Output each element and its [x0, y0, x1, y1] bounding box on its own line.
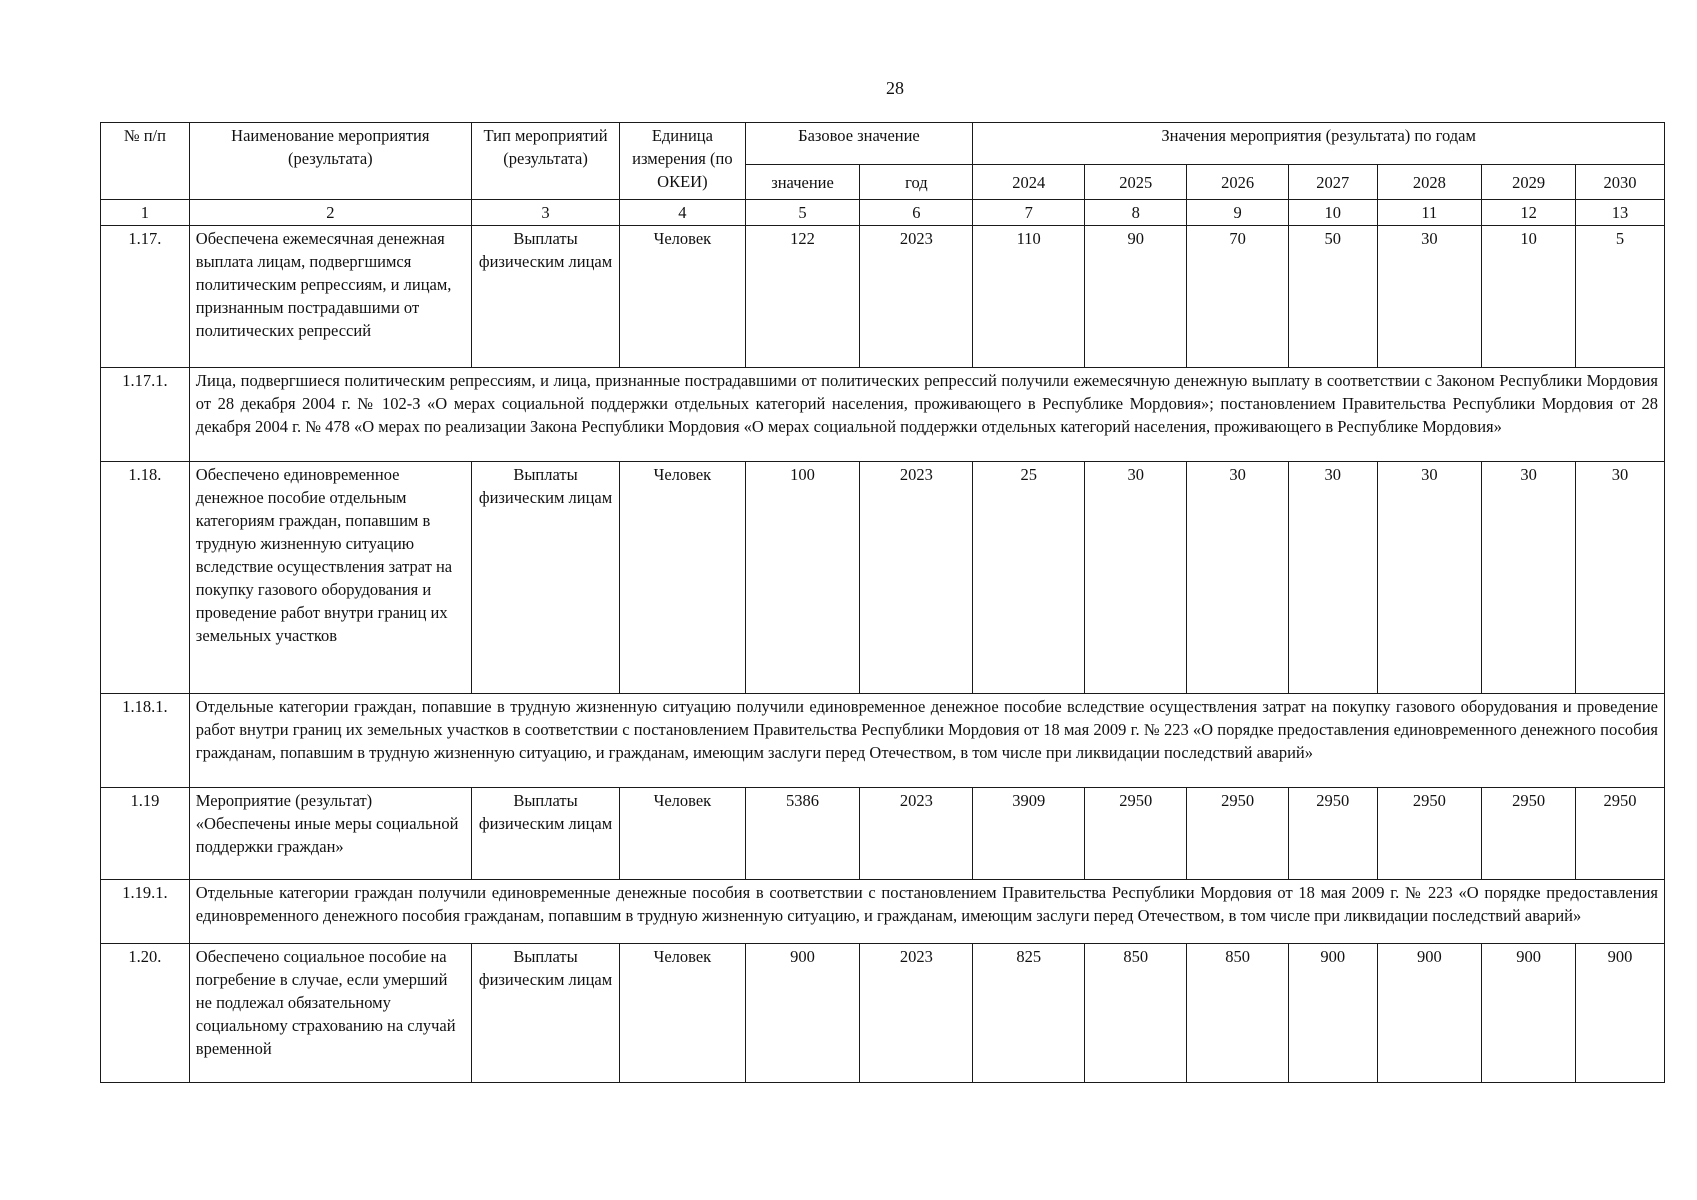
measure-name: Мероприятие (результат) «Обеспечены иные меры социальной поддержки граждан» — [189, 788, 471, 880]
measures-table — [100, 122, 1665, 1083]
measure-unit: Человек — [620, 462, 745, 694]
table-row — [101, 462, 1665, 694]
value-2030: 2950 — [1576, 788, 1665, 880]
value-2030: 30 — [1576, 462, 1665, 694]
table-row — [101, 788, 1665, 880]
value-2024: 3909 — [973, 788, 1085, 880]
column-number: 2 — [189, 200, 471, 226]
value-2028: 30 — [1377, 226, 1481, 368]
column-number: 9 — [1187, 200, 1288, 226]
value-2026: 850 — [1187, 944, 1288, 1083]
measure-unit: Человек — [620, 788, 745, 880]
value-2025: 850 — [1085, 944, 1187, 1083]
column-number: 12 — [1482, 200, 1576, 226]
value-2028: 30 — [1377, 462, 1481, 694]
header-type: Тип мероприятий (результата) — [471, 123, 619, 200]
value-2025: 30 — [1085, 462, 1187, 694]
row-number: 1.17.1. — [101, 368, 190, 462]
base-value: 100 — [745, 462, 860, 694]
measure-name: Обеспечено социальное пособие на погребение в случае, если умерший не подлежал обязательному социальному страхованию на случай временной — [189, 944, 471, 1083]
table-row-note — [101, 368, 1665, 462]
value-2027: 30 — [1288, 462, 1377, 694]
table-row — [101, 944, 1665, 1083]
header-no: № п/п — [101, 123, 190, 200]
measure-type: Выплаты физическим лицам — [471, 226, 619, 368]
header-year-2027: 2027 — [1288, 165, 1377, 200]
measure-type: Выплаты физическим лицам — [471, 788, 619, 880]
column-number: 1 — [101, 200, 190, 226]
header-year-2026: 2026 — [1187, 165, 1288, 200]
value-2025: 2950 — [1085, 788, 1187, 880]
header-base-value: значение — [745, 165, 860, 200]
value-2030: 5 — [1576, 226, 1665, 368]
base-value: 5386 — [745, 788, 860, 880]
value-2028: 900 — [1377, 944, 1481, 1083]
column-number: 11 — [1377, 200, 1481, 226]
value-2025: 90 — [1085, 226, 1187, 368]
value-2030: 900 — [1576, 944, 1665, 1083]
header-base: Базовое значение — [745, 123, 973, 165]
column-number: 5 — [745, 200, 860, 226]
table-row-note — [101, 694, 1665, 788]
header-year-2028: 2028 — [1377, 165, 1481, 200]
value-2027: 50 — [1288, 226, 1377, 368]
base-value: 900 — [745, 944, 860, 1083]
value-2028: 2950 — [1377, 788, 1481, 880]
column-number: 3 — [471, 200, 619, 226]
row-number: 1.20. — [101, 944, 190, 1083]
column-number: 7 — [973, 200, 1085, 226]
value-2024: 825 — [973, 944, 1085, 1083]
measure-type: Выплаты физическим лицам — [471, 462, 619, 694]
value-2026: 30 — [1187, 462, 1288, 694]
row-number: 1.19 — [101, 788, 190, 880]
value-2027: 900 — [1288, 944, 1377, 1083]
column-number: 10 — [1288, 200, 1377, 226]
header-years: Значения мероприятия (результата) по годам — [973, 123, 1665, 165]
row-number: 1.18. — [101, 462, 190, 694]
column-number: 4 — [620, 200, 745, 226]
result-note: Лица, подвергшиеся политическим репрессиям, и лица, признанные пострадавшими от политических репрессий получили ежемесячную денежную выплату в соответствии с Законом Республики Мордовия от 28 декабря 2004 г. № 102-З «О мерах социальной поддержки отдельных категорий населения, проживающего в Республике Мордовия»; постановлением Правительства Республики Мордовия от 28 декабря 2004 г. № 478 «О мерах по реализации Закона Республики Мордовия «О мерах социальной поддержки отдельных категорий населения, проживающего в Республике Мордовия» — [189, 368, 1664, 462]
header-year-2030: 2030 — [1576, 165, 1665, 200]
value-2029: 900 — [1482, 944, 1576, 1083]
value-2029: 10 — [1482, 226, 1576, 368]
row-number: 1.19.1. — [101, 880, 190, 944]
measure-type: Выплаты физическим лицам — [471, 944, 619, 1083]
header-row-1 — [101, 123, 1665, 165]
result-note: Отдельные категории граждан, попавшие в трудную жизненную ситуацию получили единовременное денежное пособие вследствие осуществления затрат на покупку газового оборудования и проведение работ внутри границ их земельных участков в соответствии с постановлением Правительства Республики Мордовия от 18 мая 2009 г. № 223 «О порядке предоставления единовременного денежного пособия гражданам, попавшим в трудную жизненную ситуацию, и гражданам, имеющим заслуги перед Отечеством, в том числе при ликвидации последствий аварий» — [189, 694, 1664, 788]
column-number: 6 — [860, 200, 973, 226]
value-2027: 2950 — [1288, 788, 1377, 880]
header-name: Наименование мероприятия (результата) — [189, 123, 471, 200]
page-number: 28 — [886, 78, 904, 98]
result-note: Отдельные категории граждан получили единовременные денежные пособия в соответствии с постановлением Правительства Республики Мордовия от 18 мая 2009 г. № 223 «О порядке предоставления единовременного денежного пособия гражданам, попавшим в трудную жизненную ситуацию, и гражданам, имеющим заслуги перед Отечеством, в том числе при ликвидации последствий аварий» — [189, 880, 1664, 944]
measure-unit: Человек — [620, 226, 745, 368]
measure-unit: Человек — [620, 944, 745, 1083]
base-year: 2023 — [860, 788, 973, 880]
value-2024: 25 — [973, 462, 1085, 694]
table-row — [101, 226, 1665, 368]
value-2024: 110 — [973, 226, 1085, 368]
row-number: 1.17. — [101, 226, 190, 368]
table-row-note — [101, 880, 1665, 944]
column-number: 13 — [1576, 200, 1665, 226]
measure-name: Обеспечено единовременное денежное пособие отдельным категориям граждан, попавшим в трудную жизненную ситуацию вследствие осуществления затрат на покупку газового оборудования и проведение работ внутри границ их земельных участков — [189, 462, 471, 694]
header-year-2025: 2025 — [1085, 165, 1187, 200]
header-unit: Единица измерения (по ОКЕИ) — [620, 123, 745, 200]
header-base-year: год — [860, 165, 973, 200]
base-year: 2023 — [860, 944, 973, 1083]
measure-name: Обеспечена ежемесячная денежная выплата лицам, подвергшимся политическим репрессиям, и лицам, признанным пострадавшими от политических репрессий — [189, 226, 471, 368]
base-year: 2023 — [860, 226, 973, 368]
value-2029: 30 — [1482, 462, 1576, 694]
column-number: 8 — [1085, 200, 1187, 226]
header-year-2024: 2024 — [973, 165, 1085, 200]
column-number-row — [101, 200, 1665, 226]
value-2029: 2950 — [1482, 788, 1576, 880]
value-2026: 70 — [1187, 226, 1288, 368]
header-year-2029: 2029 — [1482, 165, 1576, 200]
base-value: 122 — [745, 226, 860, 368]
base-year: 2023 — [860, 462, 973, 694]
value-2026: 2950 — [1187, 788, 1288, 880]
row-number: 1.18.1. — [101, 694, 190, 788]
